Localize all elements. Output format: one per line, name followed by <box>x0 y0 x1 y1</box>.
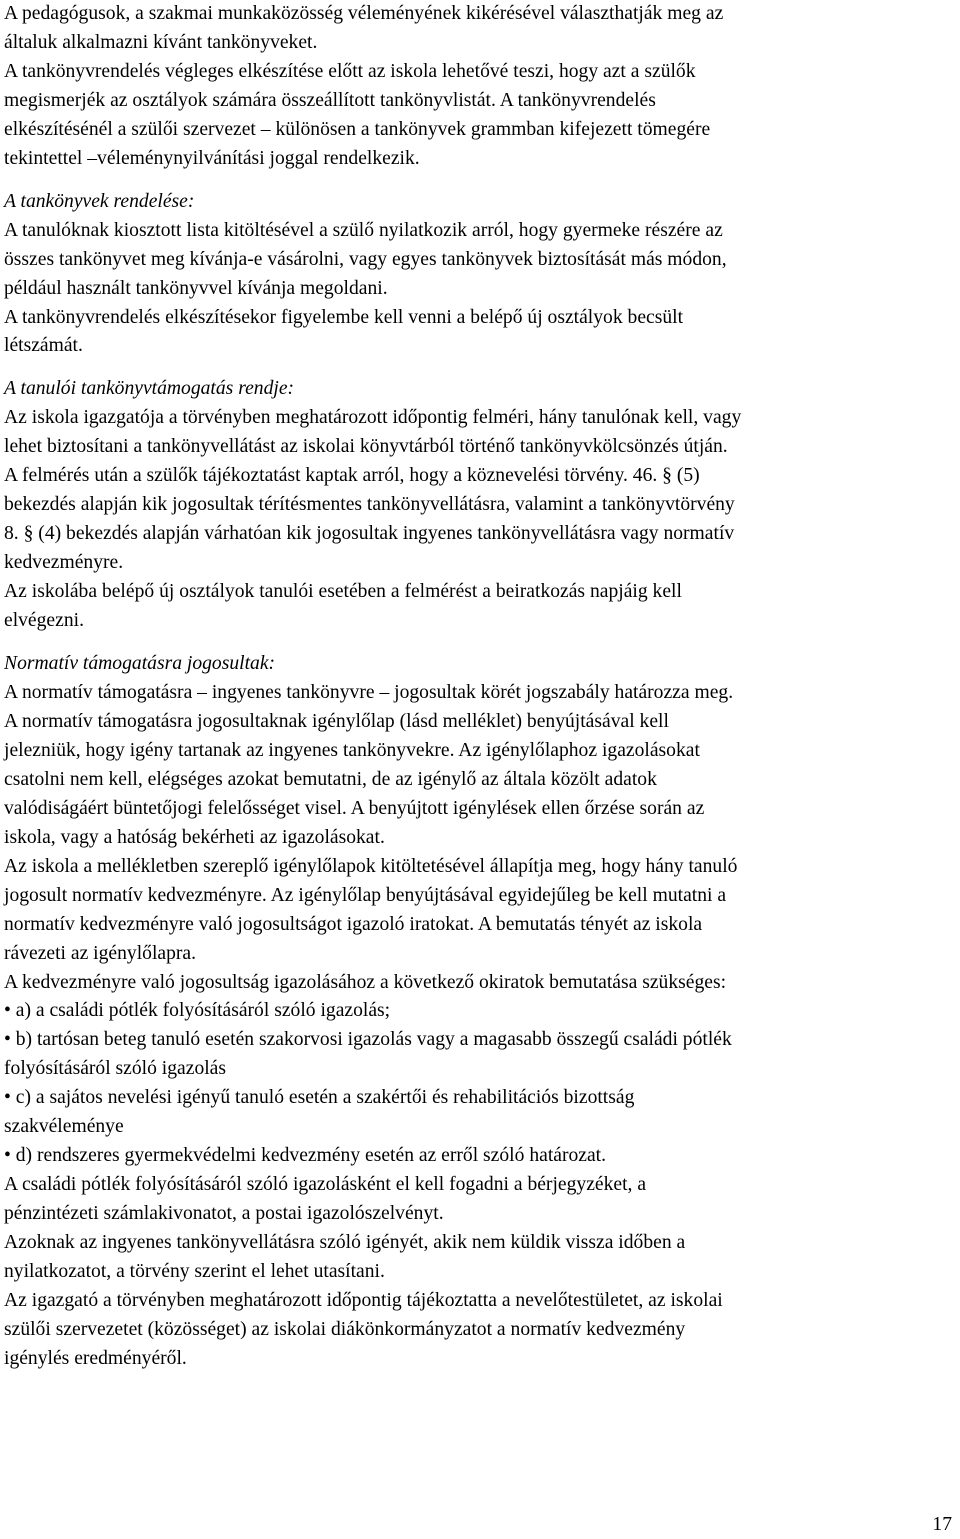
text-line: általuk alkalmazni kívánt tankönyveket. <box>4 31 318 53</box>
text-line: csatolni nem kell, elégséges azokat bemutatni, de az igénylő az általa közölt adatok <box>4 768 657 790</box>
text-line: bekezdés alapján kik jogosultak térítésmentes tankönyvellátásra, valamint a tankönyvtörvény <box>4 494 735 516</box>
text-line: kedvezményre. <box>4 552 124 574</box>
paragraph-gap <box>4 174 952 188</box>
text-line: folyósításáról szóló igazolás <box>4 1058 227 1080</box>
text-line: Az iskola a mellékletben szereplő igénylőlapok kitöltetésével állapítja meg, hogy hány tanuló <box>4 855 738 877</box>
text-line: valódiságáért büntetőjogi felelősséget visel. A benyújtott igénylések ellen őrzése során az <box>4 797 705 819</box>
text-line: rávezeti az igénylőlapra. <box>4 942 197 964</box>
text-line: A tankönyvrendelés elkészítésekor figyelembe kell venni a belépő új osztályok becsült <box>4 306 684 328</box>
text-line: jogosult normatív kedvezményre. Az igénylőlap benyújtásával egyidejűleg be kell mutatni a <box>4 884 727 906</box>
text-line: tekintettel –véleménynyilvánítási joggal rendelkezik. <box>4 147 420 169</box>
text-line: például használt tankönyvvel kívánja megoldani. <box>4 277 388 299</box>
text-line: lehet biztosítani a tankönyvellátást az iskolai könyvtárból történő tankönyvkölcsönzés útján. <box>4 436 728 458</box>
intro-paragraph <box>4 0 952 174</box>
paragraph-gap <box>4 636 952 650</box>
text-line: A kedvezményre való jogosultság igazolásához a következő okiratok bemutatása szükséges: <box>4 971 727 993</box>
text-line: A normatív támogatásra jogosultaknak igénylőlap (lásd melléklet) benyújtásával kell <box>4 710 669 732</box>
list-item: • d) rendszeres gyermekvédelmi kedvezmény esetén az erről szóló határozat. <box>4 1145 607 1167</box>
paragraph-gap <box>4 361 952 375</box>
section-textbook-ordering <box>4 188 952 362</box>
text-line: Az iskolába belépő új osztályok tanulói esetében a felmérést a beiratkozás napjáig kell <box>4 581 682 603</box>
list-item: • c) a sajátos nevelési igényű tanuló esetén a szakértői és rehabilitációs bizottság <box>4 1087 635 1109</box>
page-number: 17 <box>932 1514 952 1535</box>
text-line: igénylés eredményéről. <box>4 1347 187 1369</box>
text-line: elkészítésénél a szülői szervezet – különösen a tankönyvek grammban kifejezett tömegére <box>4 118 711 140</box>
document-page <box>4 0 952 1374</box>
text-line: A tankönyvrendelés végleges elkészítése előtt az iskola lehetővé teszi, hogy azt a szülők <box>4 60 696 82</box>
text-line: Azoknak az ingyenes tankönyvellátásra szóló igényét, akik nem küldik vissza időben a <box>4 1232 686 1254</box>
text-line: pénzintézeti számlakivonatot, a postai igazolószelvényt. <box>4 1203 444 1225</box>
text-line: A családi pótlék folyósításáról szóló igazolásként el kell fogadni a bérjegyzéket, a <box>4 1174 647 1196</box>
text-line: elvégezni. <box>4 610 84 632</box>
text-line: összes tankönyvet meg kívánja-e vásárolni, vagy egyes tankönyvek biztosítását más módon, <box>4 248 727 270</box>
text-line: létszámát. <box>4 335 83 357</box>
text-line: 8. § (4) bekezdés alapján várhatóan kik jogosultak ingyenes tankönyvellátásra vagy normatív <box>4 523 735 545</box>
text-line: jelezniük, hogy igény tartanak az ingyenes tankönyvekre. Az igénylőlaphoz igazolásokat <box>4 739 700 761</box>
section-heading: A tankönyvek rendelése: <box>4 190 195 212</box>
section-heading: A tanulói tankönyvtámogatás rendje: <box>4 378 295 400</box>
text-line: Az iskola igazgatója a törvényben meghatározott időpontig felméri, hány tanulónak kell, vagy <box>4 407 742 429</box>
text-line: Az igazgató a törvényben meghatározott időpontig tájékoztatta a nevelőtestületet, az iskolai <box>4 1289 723 1311</box>
text-line: iskola, vagy a hatóság bekérheti az igazolásokat. <box>4 826 385 848</box>
section-heading: Normatív támogatásra jogosultak: <box>4 653 276 675</box>
text-line: A normatív támogatásra – ingyenes tankönyvre – jogosultak körét jogszabály határozza meg. <box>4 681 734 703</box>
text-line: nyilatkozatot, a törvény szerint el lehet utasítani. <box>4 1261 385 1283</box>
list-item: • b) tartósan beteg tanuló esetén szakorvosi igazolás vagy a magasabb összegű családi pótlék <box>4 1029 732 1051</box>
text-line: szakvéleménye <box>4 1116 124 1138</box>
text-line: normatív kedvezményre való jogosultságot igazoló iratokat. A bemutatás tényét az iskola <box>4 913 703 935</box>
section-normative-eligibility <box>4 650 952 1374</box>
section-textbook-support <box>4 375 952 636</box>
text-line: szülői szervezetet (közösséget) az iskolai diákönkormányzatot a normatív kedvezmény <box>4 1318 686 1340</box>
text-line: A felmérés után a szülők tájékoztatást kaptak arról, hogy a köznevelési törvény. 46. § (5) <box>4 465 700 487</box>
list-item: • a) a családi pótlék folyósításáról szóló igazolás; <box>4 1000 391 1022</box>
text-line: megismerjék az osztályok számára összeállított tankönyvlistát. A tankönyvrendelés <box>4 89 656 111</box>
text-line: A pedagógusok, a szakmai munkaközösség véleményének kikérésével választhatják meg az <box>4 3 724 24</box>
text-line: A tanulóknak kiosztott lista kitöltésével a szülő nyilatkozik arról, hogy gyermeke részére az <box>4 219 723 241</box>
